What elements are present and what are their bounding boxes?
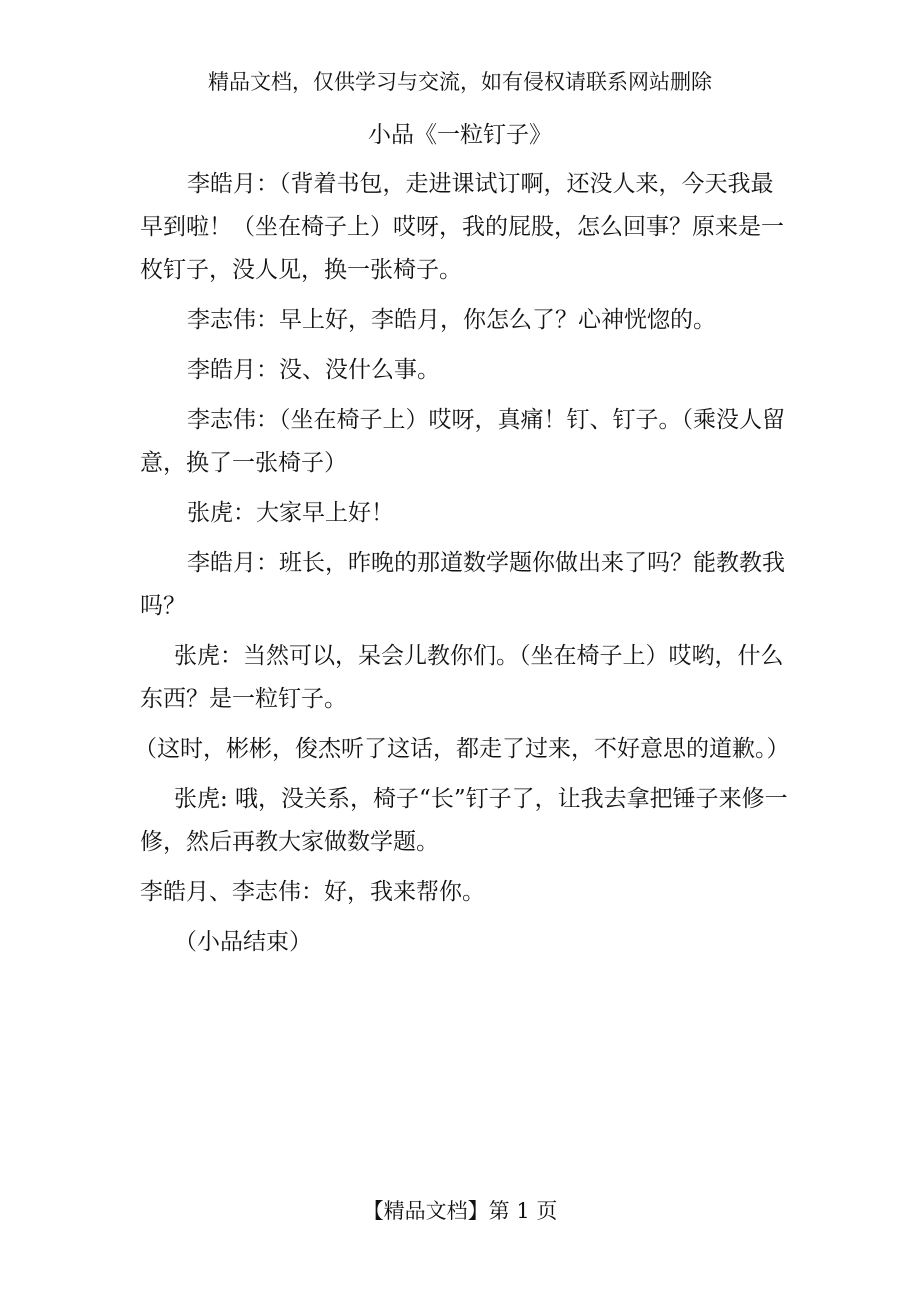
paragraph-8: （这时，彬彬，俊杰听了这话，都走了过来，不好意思的道歉。）	[134, 736, 790, 762]
paragraph-10: 李皓月、李志伟：好，我来帮你。	[140, 879, 485, 905]
document-body	[134, 163, 790, 971]
paragraph-9: 张虎: 哦，没关系，椅子“长”钉子了，让我去拿把锤子来修一修，然后再教大家做数学题。	[140, 786, 788, 855]
page-footer: 【精品文档】第 1 页	[362, 1199, 558, 1223]
paragraph-6: 李皓月：班长，昨晚的那道数学题你做出来了吗？能教教我吗？	[140, 550, 785, 619]
paragraph-4: 李志伟：（坐在椅子上）哎呀，真痛！钉、钉子。（乘没人留意，换了一张椅子）	[140, 407, 785, 476]
paragraph-2: 李志伟：早上好，李皓月，你怎么了？心神恍惚的。	[187, 307, 716, 333]
paragraph-11: （小品结束）	[174, 929, 312, 955]
paragraph-1: 李皓月：（背着书包，走进课试订啊，还没人来，今天我最早到啦！（坐在椅子上）哎呀，我的屁股，怎么回事？原来是一枚钉子，没人见，换一张椅子。	[140, 171, 784, 283]
paragraph-7: 张虎：当然可以，呆会儿教你们。（坐在椅子上）哎哟，什么东西？是一粒钉子。	[140, 643, 784, 712]
document-title: 小品《一粒钉子》	[368, 122, 552, 148]
paragraph-5: 张虎：大家早上好！	[187, 500, 394, 526]
paragraph-3: 李皓月：没、没什么事。	[187, 357, 440, 383]
page-header-notice: 精品文档，仅供学习与交流，如有侵权请联系网站删除	[208, 70, 712, 94]
